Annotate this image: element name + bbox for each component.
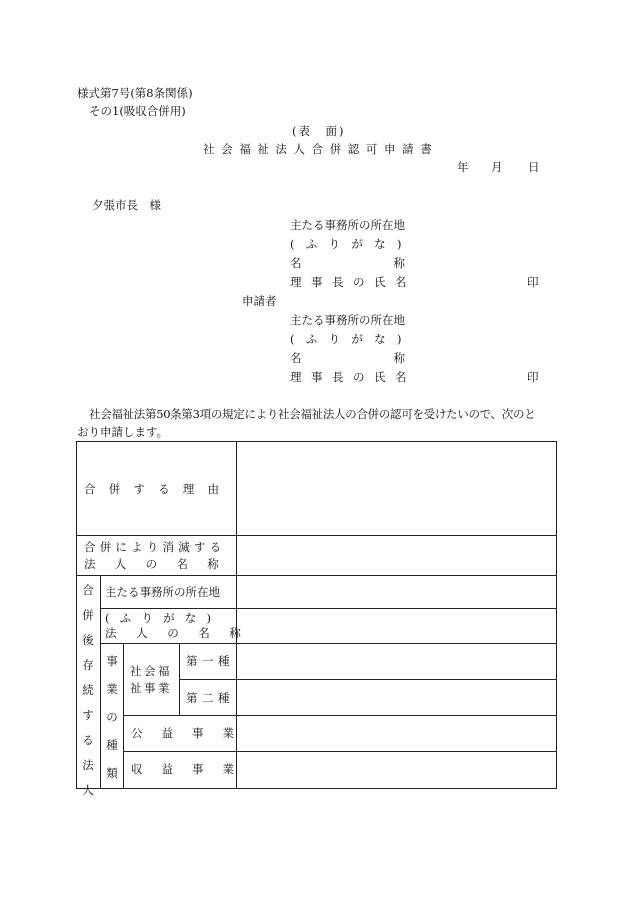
date-month: 月 <box>491 160 503 174</box>
body-line-2: おり申請します。 <box>77 425 169 439</box>
divider <box>179 643 180 715</box>
date-year: 年 <box>457 160 469 174</box>
surviving-corp-label: 合併後存続する法人 <box>82 583 94 797</box>
corp-name-field[interactable] <box>237 609 555 643</box>
side-label: (表 面) <box>292 124 346 138</box>
type2-field[interactable] <box>237 680 555 715</box>
office-field[interactable] <box>237 576 555 608</box>
type1-label: 第一種 <box>186 654 234 668</box>
applicant2-office-label: 主たる事務所の所在地 <box>290 313 405 327</box>
dissolving-name-field[interactable] <box>237 536 555 575</box>
applicant2-director-label: 理事長の氏名 <box>290 370 416 384</box>
addressee: 夕張市長 様 <box>92 198 161 212</box>
divider <box>100 575 101 788</box>
dissolving-label-line1: 合併により消滅する <box>84 540 226 554</box>
social-welfare-label: 社会福祉事業 <box>130 664 172 695</box>
corp-name-label: 法人の名称 <box>105 626 261 640</box>
public-interest-label: 公益事業 <box>131 726 253 740</box>
form-number: 様式第7号(第8条関係) <box>77 86 193 100</box>
applicant2-furigana-label: (ふりがな) <box>290 332 413 346</box>
applicant2-seal: 印 <box>527 370 539 384</box>
applicant2-name-label: 名称 <box>290 351 497 365</box>
reason-label: 合併する理由 <box>84 482 233 496</box>
applicant1-seal: 印 <box>527 275 539 289</box>
page-title: 社会福祉法人合併認可申請書 <box>203 142 439 156</box>
applicant1-office-label: 主たる事務所の所在地 <box>290 218 405 232</box>
reason-field[interactable] <box>237 442 555 535</box>
divider <box>123 643 124 788</box>
profit-label: 収益事業 <box>131 762 253 776</box>
body-line-1: 社会福祉法第50条第3項の規定により社会福祉法人の合併の認可を受けたいので、次のと <box>89 407 536 421</box>
office-label: 主たる事務所の所在地 <box>105 585 220 599</box>
applicant-label: 申請者 <box>242 294 277 308</box>
type1-field[interactable] <box>237 644 555 679</box>
type2-label: 第二種 <box>186 691 234 705</box>
applicant1-furigana-label: (ふりがな) <box>290 237 413 251</box>
applicant1-name-label: 名称 <box>290 256 497 270</box>
form-variant: その1(吸収合併用) <box>89 104 186 118</box>
profit-field[interactable] <box>237 752 555 787</box>
business-type-label: 事業の種類 <box>106 654 118 780</box>
furigana-label: (ふりがな) <box>105 611 222 625</box>
public-interest-field[interactable] <box>237 716 555 751</box>
applicant1-director-label: 理事長の氏名 <box>290 275 416 289</box>
date-day: 日 <box>528 160 540 174</box>
dissolving-label-line2: 法人の名称 <box>84 557 238 571</box>
